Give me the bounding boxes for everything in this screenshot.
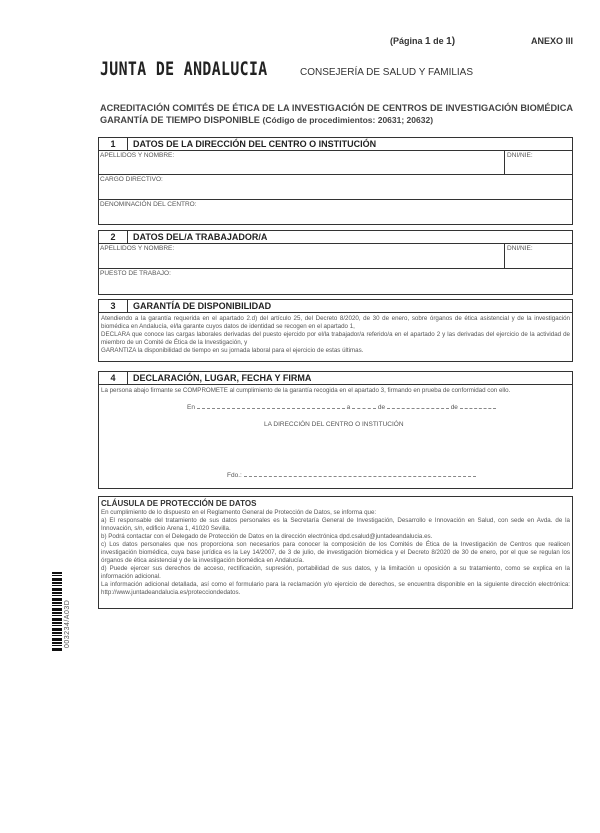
- proteccion-title: CLÁUSULA DE PROTECCIÓN DE DATOS: [101, 499, 257, 508]
- compromete-text: [99, 385, 572, 397]
- section-title: GARANTÍA DE DISPONIBILIDAD: [133, 301, 272, 311]
- section-number: 4: [99, 372, 128, 384]
- section-header: [99, 138, 572, 151]
- declara-text: que conoce las cargas laborales derivadas del puesto ejercido por el/la trabajador/a referido/a en el apartado 2 y las derivadas del ejercicio de la actividad de miembro de un Comité de Ética de la Investigación, y: [101, 331, 570, 346]
- compromete-intro: La persona abajo firmante se: [101, 387, 183, 394]
- form-subtitle: GARANTÍA DE TIEMPO DISPONIBLE: [100, 115, 260, 125]
- field-label: DNI/NIE:: [507, 245, 533, 252]
- apellidos-field[interactable]: [99, 244, 572, 269]
- field-label: APELLIDOS Y NOMBRE:: [100, 152, 175, 159]
- field-label: APELLIDOS Y NOMBRE:: [100, 245, 175, 252]
- section-title: DATOS DEL/A TRABAJADOR/A: [133, 232, 268, 242]
- page-prefix: (Página: [390, 36, 423, 46]
- mes-blank[interactable]: [387, 408, 449, 409]
- proteccion-intro: En cumplimiento de lo dispuesto en el Reglamento General de Protección de Datos, se informa que:: [101, 509, 377, 516]
- section-direccion: [98, 137, 573, 225]
- declara-paragraph: [101, 331, 570, 347]
- a-label: a: [346, 404, 351, 411]
- apellidos-field[interactable]: [99, 151, 572, 175]
- barcode-text: 003234/A03D: [64, 599, 71, 648]
- proteccion-extra: La información adicional detallada, así como el formulario para la reclamación y/o ejercicio de derechos, se encuentra disponible en la siguiente dirección electrónica: http://www.juntadeandalucia.es/protecciondedatos.: [101, 581, 570, 596]
- denominacion-field[interactable]: [99, 200, 572, 224]
- de-label: de: [377, 404, 386, 411]
- de-label: de: [450, 404, 458, 411]
- page-number: 1: [425, 36, 431, 47]
- direccion-caption: LA DIRECCIÓN DEL CENTRO O INSTITUCIÓN: [264, 421, 404, 428]
- proteccion-datos-box: [98, 496, 573, 609]
- annex-label: ANEXO III: [531, 36, 574, 46]
- section-header: [99, 231, 572, 244]
- consejeria-label: CONSEJERÍA DE SALUD Y FAMILIAS: [300, 67, 474, 78]
- garantia-text: [99, 313, 572, 357]
- dni-field[interactable]: [504, 244, 533, 268]
- dia-blank[interactable]: [352, 408, 376, 409]
- proteccion-text: [99, 509, 572, 599]
- field-label: DENOMINACIÓN DEL CENTRO:: [100, 201, 197, 208]
- puesto-field[interactable]: [99, 269, 572, 294]
- section-trabajador: [98, 230, 573, 295]
- page-de: de: [433, 36, 444, 46]
- form-title-line2: [100, 114, 573, 126]
- compromete-rest: al cumplimiento de la garantía recogida en el apartado 3, firmando en prueba de conformidad con ello.: [227, 387, 511, 394]
- section-number: 3: [99, 300, 128, 312]
- page-total: 1): [446, 36, 456, 47]
- proteccion-item: d) Puede ejercer sus derechos de acceso, rectificación, supresión, portabilidad de sus datos, y la limitación u oposición a su tratamiento, como se explica en la información adicional.: [101, 565, 570, 580]
- garantiza-text: la disponibilidad de tiempo en su jornada laboral para el ejercicio de estas últimas.: [136, 347, 364, 354]
- form-title-line1: ACREDITACIÓN COMITÉS DE ÉTICA DE LA INVESTIGACIÓN DE CENTROS DE INVESTIGACIÓN BIOMÉDICA: [100, 103, 573, 113]
- lugar-fecha-line[interactable]: [187, 404, 496, 411]
- garantiza-paragraph: [101, 347, 570, 355]
- section-title: DATOS DE LA DIRECCIÓN DEL CENTRO O INSTITUCIÓN: [133, 139, 377, 149]
- section-header: [99, 300, 572, 313]
- page-counter: [390, 36, 455, 47]
- procedure-code: (Código de procedimientos: 20631; 20632): [262, 115, 434, 125]
- section-garantia: [98, 299, 573, 362]
- field-label: DNI/NIE:: [507, 152, 533, 159]
- en-label: En: [187, 404, 195, 411]
- section-title: DECLARACIÓN, LUGAR, FECHA Y FIRMA: [133, 373, 312, 383]
- fdo-label: Fdo.:: [227, 472, 242, 479]
- field-label: CARGO DIRECTIVO:: [100, 176, 163, 183]
- proteccion-item: b) Podrá contactar con el Delegado de Protección de Datos en la dirección electrónica dpd.csalud@juntadeandalucia.es.: [101, 533, 433, 540]
- firma-line[interactable]: [227, 472, 476, 479]
- compromete-keyword: COMPROMETE: [182, 387, 228, 394]
- lugar-blank[interactable]: [197, 408, 345, 409]
- barcode: [52, 572, 62, 652]
- declara-keyword: DECLARA: [101, 331, 130, 338]
- junta-logo: JUNTA DE ANDALUCIA: [100, 58, 268, 80]
- section-number: 2: [99, 231, 128, 243]
- anio-blank[interactable]: [460, 408, 496, 409]
- cargo-field[interactable]: [99, 175, 572, 200]
- section-header: [99, 372, 572, 385]
- field-label: PUESTO DE TRABAJO:: [100, 270, 171, 277]
- section-number: 1: [99, 138, 128, 150]
- garantia-paragraph: Atendiendo a la garantía requerida en el apartado 2.d) del artículo 25, del Decreto 8/2020, de 30 de enero, sobre órganos de ética asistencial y de la investigación biomédica en Andalucía, el/la garante cuyos datos de identidad se recogen en el apartado 1,: [101, 315, 570, 330]
- dni-field[interactable]: [504, 151, 533, 174]
- proteccion-item: c) Los datos personales que nos proporciona son necesarios para conocer la composición de los Comités de Ética de la Investigación de Centros que realicen investigación biomédica, cuya base jurídica es la Ley 14/2007, de 3 de julio, de investigación biomédica y el Decreto 8/2020 de 30 de enero, por el que se regulan los órganos de ética asistencial y de la investigación biomédica en Andalucía.: [101, 541, 570, 564]
- section-declaracion: [98, 371, 573, 489]
- proteccion-item: a) El responsable del tratamiento de sus datos personales es la Secretaría General de Investigación, Desarrollo e Innovación en Salud, con sede en Avda. de la Innovación, s/n, edificio Arena 1, 41020 Sevilla.: [101, 517, 570, 532]
- garantiza-keyword: GARANTIZA: [101, 347, 137, 354]
- firma-blank[interactable]: [244, 476, 476, 477]
